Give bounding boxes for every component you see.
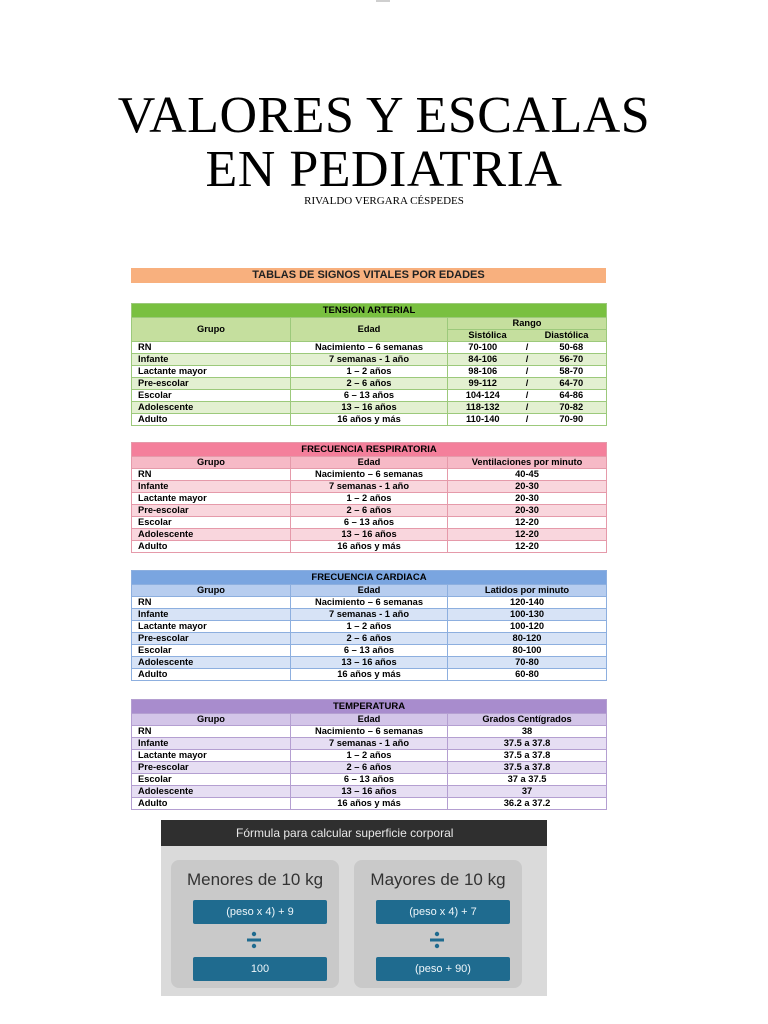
cell-group: Escolar <box>132 517 291 529</box>
column-header-age: Edad <box>291 457 448 469</box>
cell-age: 16 años y más <box>291 414 448 426</box>
cell-age: 1 – 2 años <box>291 493 448 505</box>
cell-systolic: 99-112 <box>468 378 497 388</box>
cell-group: Adolescente <box>132 786 291 798</box>
cell-value: 37 <box>448 786 607 798</box>
cell-value: 37.5 a 37.8 <box>448 762 607 774</box>
vital-signs-header: TABLAS DE SIGNOS VITALES POR EDADES <box>131 268 606 283</box>
cell-value: 20-30 <box>448 505 607 517</box>
table-row <box>132 529 607 541</box>
range-separator: / <box>525 378 529 388</box>
cell-group: Infante <box>132 738 291 750</box>
cell-group: Adolescente <box>132 402 291 414</box>
column-header-range: Rango <box>448 318 607 330</box>
respiratory-rate-table <box>131 442 607 553</box>
cell-age: 6 – 13 años <box>291 390 448 402</box>
cell-group: Adulto <box>132 798 291 810</box>
cell-age: 2 – 6 años <box>291 633 448 645</box>
cell-value: 80-120 <box>448 633 607 645</box>
cell-age: 13 – 16 años <box>291 657 448 669</box>
cell-group: Adulto <box>132 541 291 553</box>
cell-group: Pre-escolar <box>132 378 291 390</box>
cell-value: 40-45 <box>448 469 607 481</box>
temperature-table <box>131 699 607 810</box>
cell-value: 70-80 <box>448 657 607 669</box>
table-row <box>132 669 607 681</box>
cell-group: RN <box>132 597 291 609</box>
formula-title: Menores de 10 kg <box>186 870 324 889</box>
formula-title: Mayores de 10 kg <box>370 870 506 889</box>
table-title: FRECUENCIA RESPIRATORIA <box>132 443 607 457</box>
cell-age: Nacimiento – 6 semanas <box>291 597 448 609</box>
cell-group: Adulto <box>132 669 291 681</box>
cell-age: 1 – 2 años <box>291 750 448 762</box>
cell-age: 7 semanas - 1 año <box>291 481 448 493</box>
table-row <box>132 378 607 390</box>
cell-diastolic: 70-82 <box>559 402 584 412</box>
cell-range <box>448 402 607 414</box>
table-row <box>132 469 607 481</box>
cell-value: 36.2 a 37.2 <box>448 798 607 810</box>
cell-systolic: 104-124 <box>465 390 500 400</box>
cell-group: Infante <box>132 481 291 493</box>
cell-group: Infante <box>132 609 291 621</box>
cell-value: 80-100 <box>448 645 607 657</box>
range-separator: / <box>525 366 529 376</box>
cell-age: 6 – 13 años <box>291 517 448 529</box>
cell-age: 16 años y más <box>291 669 448 681</box>
cell-diastolic: 50-68 <box>559 342 584 352</box>
cell-value: 38 <box>448 726 607 738</box>
cell-diastolic: 64-70 <box>559 378 584 388</box>
cell-age: 13 – 16 años <box>291 402 448 414</box>
cell-value: 12-20 <box>448 517 607 529</box>
cell-range <box>448 378 607 390</box>
table-body <box>132 597 607 681</box>
cell-range <box>448 366 607 378</box>
table-row <box>132 481 607 493</box>
cell-value: 100-120 <box>448 621 607 633</box>
cell-value: 12-20 <box>448 541 607 553</box>
cell-diastolic: 58-70 <box>559 366 584 376</box>
table-row <box>132 609 607 621</box>
table-title: TEMPERATURA <box>132 700 607 714</box>
formula-numerator: (peso x 4) + 7 <box>376 900 510 924</box>
cell-group: RN <box>132 469 291 481</box>
formula-denominator: (peso + 90) <box>376 957 510 981</box>
table-row <box>132 645 607 657</box>
table-row <box>132 633 607 645</box>
document-author: RIVALDO VERGARA CÉSPEDES <box>304 195 464 207</box>
cell-range <box>448 354 607 366</box>
table-row <box>132 390 607 402</box>
table-row <box>132 366 607 378</box>
cell-group: Pre-escolar <box>132 505 291 517</box>
cell-group: Pre-escolar <box>132 762 291 774</box>
table-row <box>132 621 607 633</box>
cell-group: Escolar <box>132 774 291 786</box>
cell-group: RN <box>132 726 291 738</box>
cell-age: 2 – 6 años <box>291 762 448 774</box>
cell-age: 6 – 13 años <box>291 774 448 786</box>
division-icon <box>246 930 262 950</box>
blood-pressure-table <box>131 303 607 426</box>
table-row <box>132 738 607 750</box>
cell-age: 7 semanas - 1 año <box>291 738 448 750</box>
cell-value: 20-30 <box>448 493 607 505</box>
table-row <box>132 517 607 529</box>
cell-value: 37.5 a 37.8 <box>448 738 607 750</box>
table-row <box>132 505 607 517</box>
column-header-value: Ventilaciones por minuto <box>448 457 607 469</box>
cell-age: 16 años y más <box>291 798 448 810</box>
table-row <box>132 354 607 366</box>
cell-age: Nacimiento – 6 semanas <box>291 342 448 354</box>
document-title-line-1: VALORES Y ESCALAS <box>117 87 651 144</box>
cell-systolic: 98-106 <box>468 366 498 376</box>
column-header-value: Latidos por minuto <box>448 585 607 597</box>
column-header-diastolic: Diastólica <box>544 330 589 340</box>
cell-value: 100-130 <box>448 609 607 621</box>
cell-systolic: 118-132 <box>465 402 500 412</box>
table-row <box>132 750 607 762</box>
table-row <box>132 541 607 553</box>
cell-systolic: 84-106 <box>468 354 498 364</box>
column-header-age: Edad <box>291 714 448 726</box>
formula-over-10kg <box>354 860 522 988</box>
column-header-group: Grupo <box>132 714 291 726</box>
cell-value: 37 a 37.5 <box>448 774 607 786</box>
table-body <box>132 342 607 426</box>
cell-group: Lactante mayor <box>132 366 291 378</box>
table-row <box>132 657 607 669</box>
column-header-group: Grupo <box>132 318 291 342</box>
column-header-value: Grados Centígrados <box>448 714 607 726</box>
range-separator: / <box>525 402 529 412</box>
cell-range <box>448 390 607 402</box>
cell-age: 1 – 2 años <box>291 621 448 633</box>
cell-diastolic: 70-90 <box>559 414 584 424</box>
range-separator: / <box>525 354 529 364</box>
document-title-line-2: EN PEDIATRIA <box>205 141 563 198</box>
cell-group: Escolar <box>132 390 291 402</box>
table-row <box>132 774 607 786</box>
cell-age: 2 – 6 años <box>291 378 448 390</box>
column-header-group: Grupo <box>132 585 291 597</box>
cell-age: 16 años y más <box>291 541 448 553</box>
table-row <box>132 726 607 738</box>
column-header-age: Edad <box>291 318 448 342</box>
table-row <box>132 342 607 354</box>
cell-group: Infante <box>132 354 291 366</box>
cell-group: Escolar <box>132 645 291 657</box>
cell-diastolic: 64-86 <box>559 390 584 400</box>
table-body <box>132 469 607 553</box>
cell-group: Adolescente <box>132 657 291 669</box>
cell-systolic: 110-140 <box>465 414 500 424</box>
cell-group: Lactante mayor <box>132 621 291 633</box>
formula-numerator: (peso x 4) + 9 <box>193 900 327 924</box>
cell-age: 7 semanas - 1 año <box>291 354 448 366</box>
table-row <box>132 402 607 414</box>
cell-age: 6 – 13 años <box>291 645 448 657</box>
range-separator: / <box>525 342 529 352</box>
cell-range <box>448 342 607 354</box>
column-header-systolic: Sistólica <box>468 330 507 340</box>
table-title: FRECUENCIA CARDIACA <box>132 571 607 585</box>
table-row <box>132 414 607 426</box>
cell-age: 1 – 2 años <box>291 366 448 378</box>
table-body <box>132 726 607 810</box>
cell-age: Nacimiento – 6 semanas <box>291 469 448 481</box>
cell-age: 7 semanas - 1 año <box>291 609 448 621</box>
table-row <box>132 597 607 609</box>
cell-diastolic: 56-70 <box>559 354 584 364</box>
cell-age: Nacimiento – 6 semanas <box>291 726 448 738</box>
cell-group: Lactante mayor <box>132 750 291 762</box>
table-row <box>132 762 607 774</box>
formula-under-10kg <box>171 860 339 988</box>
table-row <box>132 786 607 798</box>
cell-age: 13 – 16 años <box>291 786 448 798</box>
body-surface-formula-card <box>161 820 547 996</box>
range-separator: / <box>525 414 529 424</box>
cell-range <box>448 414 607 426</box>
division-icon <box>429 930 445 950</box>
cell-age: 2 – 6 años <box>291 505 448 517</box>
table-row <box>132 493 607 505</box>
cell-value: 12-20 <box>448 529 607 541</box>
column-header-group: Grupo <box>132 457 291 469</box>
cell-group: Adolescente <box>132 529 291 541</box>
cell-value: 37.5 a 37.8 <box>448 750 607 762</box>
cell-group: RN <box>132 342 291 354</box>
cell-value: 60-80 <box>448 669 607 681</box>
column-header-age: Edad <box>291 585 448 597</box>
table-title: TENSION ARTERIAL <box>132 304 607 318</box>
formula-denominator: 100 <box>193 957 327 981</box>
cell-value: 20-30 <box>448 481 607 493</box>
cell-group: Lactante mayor <box>132 493 291 505</box>
range-separator: / <box>525 390 529 400</box>
range-subheaders <box>448 330 607 342</box>
heart-rate-table <box>131 570 607 681</box>
cell-value: 120-140 <box>448 597 607 609</box>
cell-age: 13 – 16 años <box>291 529 448 541</box>
page-top-mark <box>376 0 390 2</box>
table-row <box>132 798 607 810</box>
cell-group: Pre-escolar <box>132 633 291 645</box>
formula-header: Fórmula para calcular superficie corporal <box>161 820 547 846</box>
cell-systolic: 70-100 <box>468 342 498 352</box>
cell-group: Adulto <box>132 414 291 426</box>
